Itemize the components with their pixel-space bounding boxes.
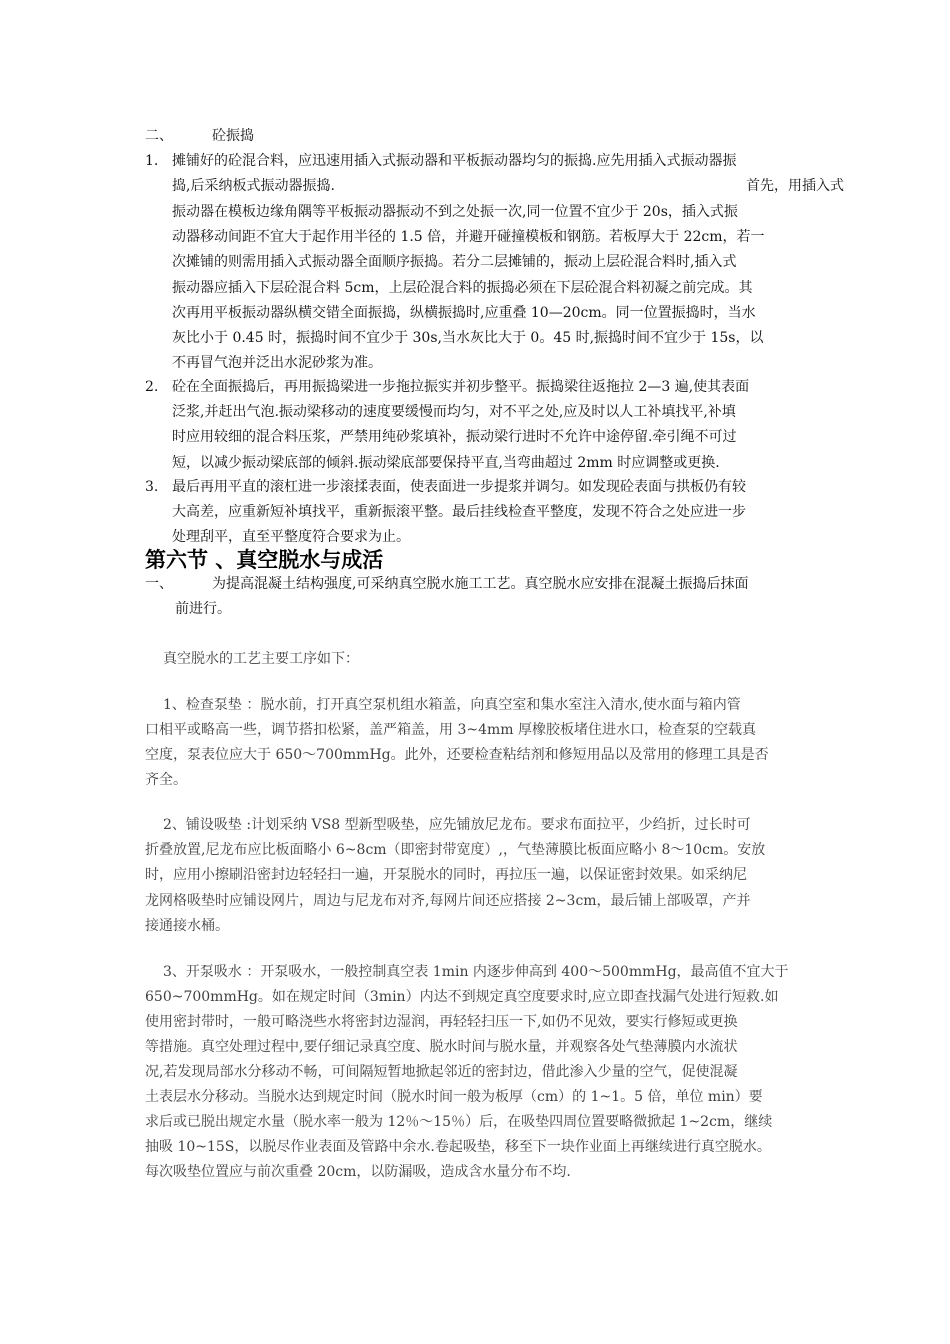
- section-six-item-one-line: 前进行。: [175, 601, 231, 617]
- step-3-line: 650~700mmHg。如在规定时间（3min）内达不到规定真空度要求时,应立即查找漏气处进行短救.如: [145, 989, 779, 1005]
- item-3-line: 最后再用平直的滚杠进一步滚揉表面，使表面进一步提浆并调匀。如发现砼表面与拱板仍有较: [172, 479, 746, 495]
- item-1-line: 不再冒气泡并泛出水泥砂浆为准。: [172, 355, 382, 371]
- item-1-line: 动器移动间距不宜大于起作用半径的 1.5 倍，并避开碰撞模板和钢筋。若板厚大于 22cm，若一: [172, 229, 765, 245]
- item-2-line: 短，以减少振动梁底部的倾斜.振动梁底部要保持平直,当弯曲超过 2mm 时应调整或更换.: [172, 455, 720, 471]
- item-2-line: 砼在全面振捣后，再用振捣梁进一步拖拉振实并初步整平。振捣梁往返拖拉 2—3 遍,使其表面: [172, 379, 750, 395]
- step-3-line: 每次吸垫位置应与前次重叠 20cm，以防漏吸，造成含水量分布不均.: [145, 1164, 571, 1180]
- item-1-line: 次再用平板振动器纵横交错全面振捣，纵横振捣时,应重叠 10—20cm。同一位置振捣时，当水: [172, 305, 756, 321]
- section-two-number: 二、: [145, 128, 173, 144]
- item-3-line: 处理刮平，直至平整度符合要求为止。: [172, 529, 410, 545]
- step-3-line: 等措施。真空处理过程中,要仔细记录真空度、脱水时间与脱水量，并观察各处气垫薄膜内水流状: [145, 1039, 738, 1055]
- item-2-line: 时应用较细的混合料压浆，严禁用纯砂浆填补，振动梁行进时不允许中途停留.牵引绳不可过: [172, 429, 737, 445]
- item-1-line: 摊铺好的砼混合料，应迅速用插入式振动器和平板振动器均匀的振捣.应先用插入式振动器振: [172, 153, 737, 169]
- item-1-line: 捣,后采纳板式振动器振捣.: [172, 178, 335, 194]
- item-1-line: 振动器应插入下层砼混合料 5cm，上层砼混合料的振捣必须在下层砼混合料初凝之前完成。其: [172, 280, 753, 296]
- section-six-heading: 第六节 、真空脱水与成活: [145, 548, 384, 572]
- item-1-line: 次摊铺的则需用插入式振动器全面顺序振捣。若分二层摊铺的，振动上层砼混合料时,插入式: [172, 254, 737, 270]
- item-3-number: 3.: [145, 479, 159, 495]
- section-six-item-one-number: 一、: [145, 576, 173, 592]
- step-2-line: 龙网格吸垫时应铺设网片，周边与尼龙布对齐,每网片间还应搭接 2~3cm，最后铺上部吸罩，产并: [145, 893, 751, 909]
- item-2-line: 泛浆,并赶出气泡.振动梁移动的速度要缓慢而均匀，对不平之处,应及时以人工补填找平,补填: [172, 404, 736, 420]
- step-3-line: 使用密封带时，一般可略浇些水将密封边湿润，再轻轻扫压一下,如仍不见效，要实行修短或更换: [145, 1014, 738, 1030]
- step-2-line: 接通接水桶。: [145, 918, 229, 934]
- step-3-line: 况,若发现局部水分移动不畅，可间隔短暂地掀起邻近的密封边，借此渗入少量的空气，促使混凝: [145, 1064, 738, 1080]
- step-1-line: 口相平或略高一些，调节搭扣松紧，盖严箱盖，用 3~4mm 厚橡胶板堵住进水口，检查泵的空载真: [145, 722, 756, 738]
- item-1-line: 振动器在模板边缘角隅等平板振动器振动不到之处振一次,同一位置不宜少于 20s，插入式振: [172, 204, 738, 220]
- step-3-line: 3、开泵吸水 ：开泵吸水，一般控制真空表 1min 内逐步伸高到 400～500mmHg，最高值不宜大于: [163, 964, 789, 980]
- step-3-line: 土表层水分移动。当脱水达到规定时间（脱水时间一般为板厚（cm）的 1~1。5 倍，单位 min）要: [145, 1089, 763, 1105]
- step-2-line: 折叠放置,尼龙布应比板面略小 6~8cm（即密封带宽度）,，气垫薄膜比板面应略小 8～10cm。安放: [145, 842, 766, 858]
- step-3-line: 抽吸 10~15S，以脱尽作业表面及管路中余水.卷起吸垫，移至下一块作业面上再继续进行真空脱水。: [145, 1139, 771, 1155]
- item-1-number: 1.: [145, 153, 159, 169]
- step-1-line: 1、检查泵垫 ：脱水前，打开真空泵机组水箱盖，向真空室和集水室注入清水,使水面与箱内管: [163, 697, 741, 713]
- step-1-line: 齐全。: [145, 772, 187, 788]
- step-2-line: 时，应用小擦刷沿密封边轻轻扫一遍，开泵脱水的同时，再拉压一遍，以保证密封效果。如采纳尼: [145, 867, 747, 883]
- step-1-line: 空度，泵表位应大于 650～700mmHg。此外，还要检查粘结剂和修短用品以及常用的修理工具是否: [145, 747, 769, 763]
- section-six-item-one-line: 为提高混凝土结构强度,可采纳真空脱水施工工艺。真空脱水应安排在混凝土振捣后抹面: [212, 576, 749, 592]
- step-3-line: 求后或已脱出规定水量（脱水率一般为 12％～15％）后，在吸垫四周位置要略微掀起 1~2cm，继续: [145, 1114, 773, 1130]
- item-1-line: 灰比小于 0.45 时，振捣时间不宜少于 30s,当水灰比大于 0。45 时,振捣时间不宜少于 15s，以: [172, 330, 764, 346]
- step-2-line: 2、铺设吸垫 :计划采纳 VS8 型新型吸垫，应先铺放尼龙布。要求布面拉平，少绉折，过长时可: [163, 817, 751, 833]
- section-two-title: 砼振捣: [212, 128, 254, 144]
- item-3-line: 大高差，应重新短补填找平，重新振滚平整。最后挂线检查平整度，发现不符合之处应进一步: [172, 504, 746, 520]
- item-2-number: 2.: [145, 379, 159, 395]
- item-1-inline-tail: 首先，用插入式: [746, 178, 844, 194]
- process-intro: 真空脱水的工艺主要工序如下：: [163, 651, 359, 667]
